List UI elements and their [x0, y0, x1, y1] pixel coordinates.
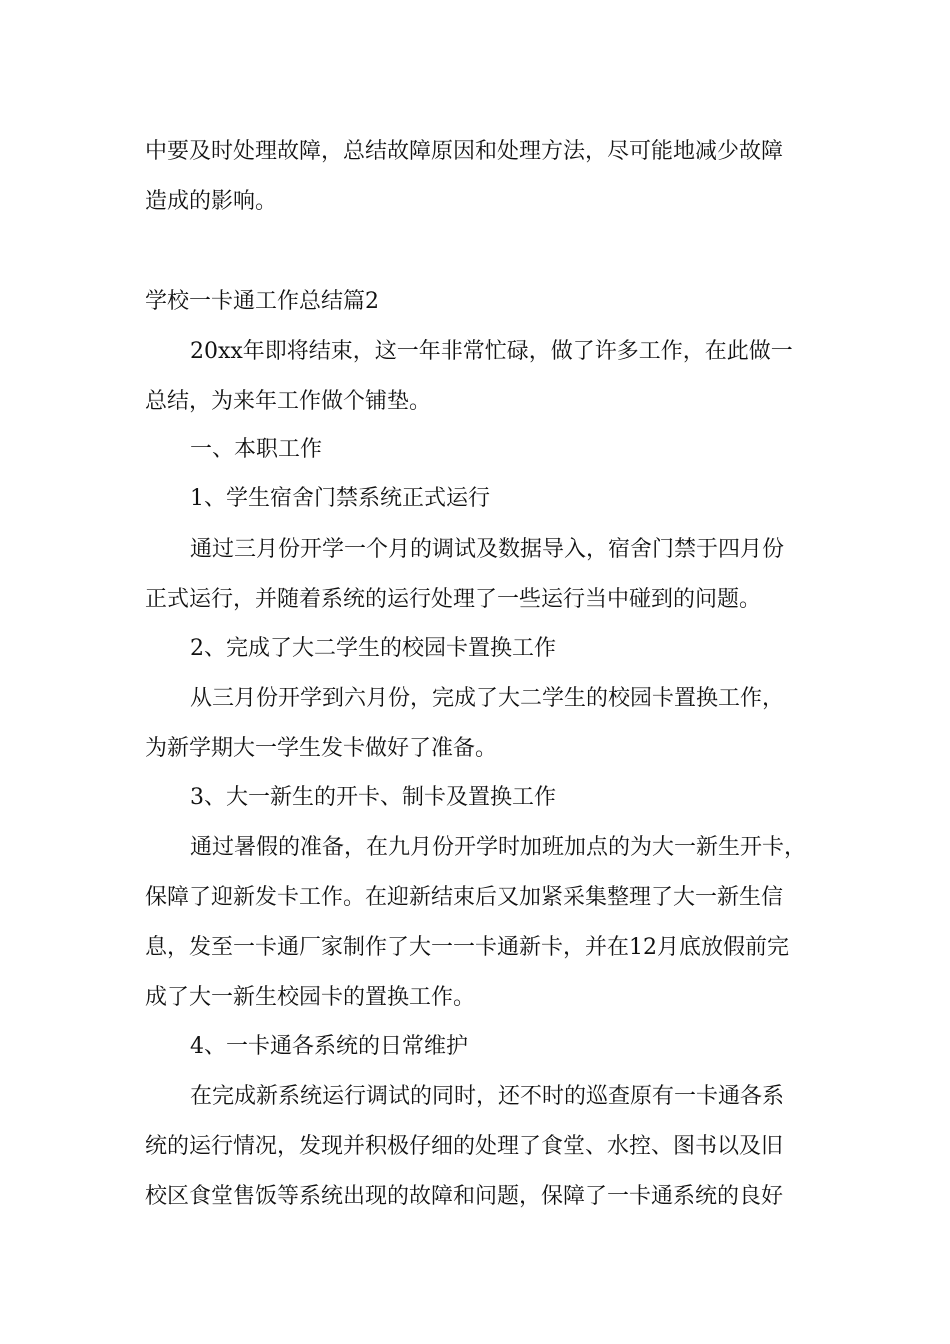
- heading-line: 2、完成了大二学生的校园卡置换工作: [190, 636, 556, 661]
- text-line: 20xx年即将结束，这一年非常忙碌，做了许多工作，在此做一: [190, 339, 793, 364]
- text-line: 从三月份开学到六月份，完成了大二学生的校园卡置换工作，: [190, 686, 785, 711]
- text-line: 成了大一新生校园卡的置换工作。: [145, 985, 476, 1010]
- text-line: 统的运行情况，发现并积极仔细的处理了食堂、水控、图书以及旧: [145, 1134, 784, 1159]
- heading-line: 4、一卡通各系统的日常维护: [190, 1034, 468, 1059]
- text-line: 正式运行，并随着系统的运行处理了一些运行当中碰到的问题。: [145, 587, 762, 612]
- heading-line: 1、学生宿舍门禁系统正式运行: [190, 486, 490, 511]
- text-line: 中要及时处理故障，总结故障原因和处理方法，尽可能地减少故障: [145, 139, 784, 164]
- heading-line: 一、本职工作: [190, 437, 323, 462]
- text-line: 息，发至一卡通厂家制作了大一一卡通新卡，并在12月底放假前完: [145, 935, 789, 960]
- text-line: 保障了迎新发卡工作。在迎新结束后又加紧采集整理了大一新生信: [145, 885, 784, 910]
- text-line: 校区食堂售饭等系统出现的故障和问题，保障了一卡通系统的良好: [145, 1184, 784, 1209]
- text-line: 在完成新系统运行调试的同时，还不时的巡查原有一卡通各系: [190, 1084, 785, 1109]
- text-line: 通过暑假的准备，在九月份开学时加班加点的为大一新生开卡，: [190, 835, 807, 860]
- text-line: 通过三月份开学一个月的调试及数据导入，宿舍门禁于四月份: [190, 537, 785, 562]
- text-line: 为新学期大一学生发卡做好了准备。: [145, 736, 498, 761]
- text-line: 总结，为来年工作做个铺垫。: [145, 389, 432, 414]
- section-title: 学校一卡通工作总结篇2: [145, 289, 379, 314]
- heading-line: 3、大一新生的开卡、制卡及置换工作: [190, 785, 556, 810]
- text-line: 造成的影响。: [145, 189, 278, 214]
